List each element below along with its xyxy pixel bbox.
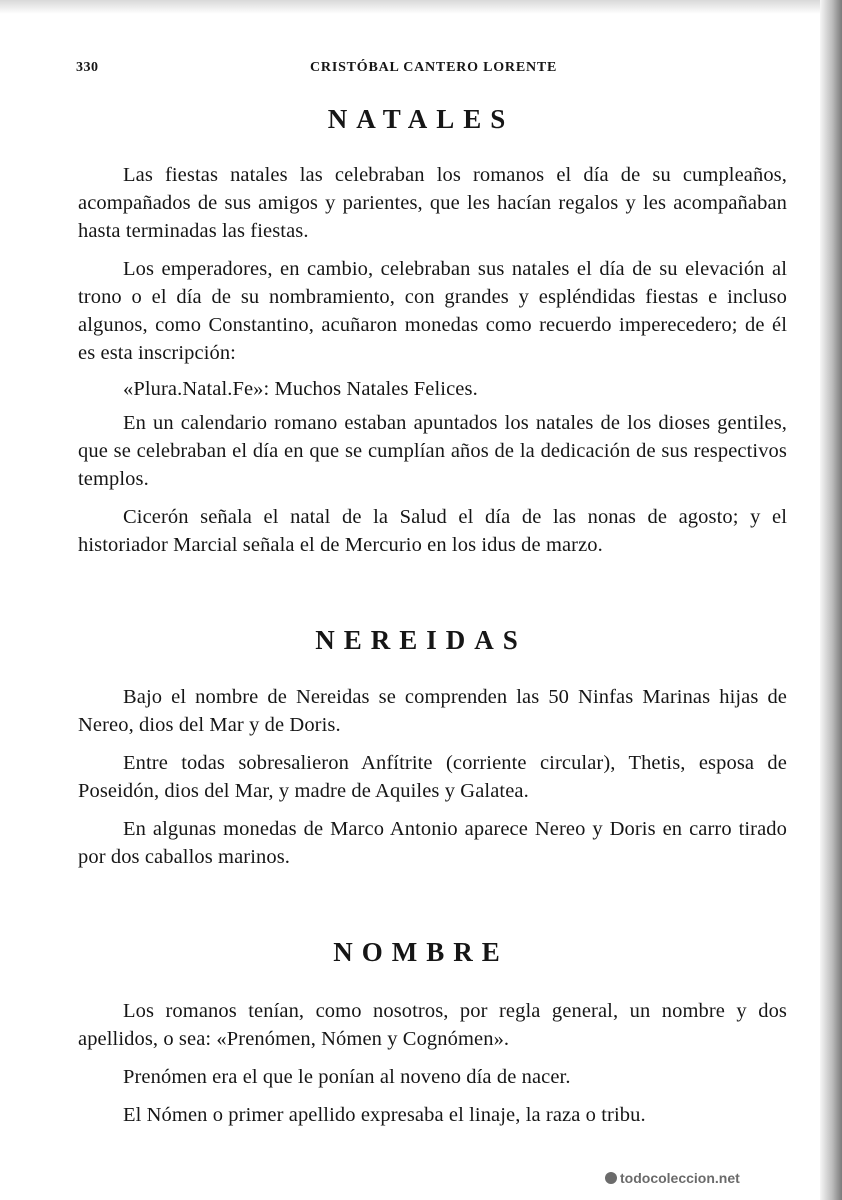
page-binding-shadow [820,0,842,1200]
section-title-nereidas: NEREIDAS [315,625,527,655]
page-number: 330 [76,60,99,75]
natales-paragraph-3: En un calendario romano estaban apuntados los natales de los dioses gentiles, que se celebraban el día en que se cumplían años de la dedicación de sus respectivos templos. [78,412,787,490]
page-top-edge [0,0,842,14]
nereidas-paragraph-3: En algunas monedas de Marco Antonio aparece Nereo y Doris en carro tirado por dos caballos marinos. [78,818,787,868]
watermark [605,1170,740,1186]
nombre-paragraph-2: Prenómen era el que le ponían al noveno día de nacer. [123,1066,571,1088]
natales-inscription: «Plura.Natal.Fe»: Muchos Natales Felices. [123,378,478,400]
natales-paragraph-2: Los emperadores, en cambio, celebraban sus natales el día de su elevación al trono o el día de su nombramiento, con grandes y espléndidas fiestas e incluso algunos, como Constantino, acuñaron monedas como recuerdo imperecedero; de él es esta inscripción: [78,258,787,364]
natales-paragraph-4: Cicerón señala el natal de la Salud el día de las nonas de agosto; y el historiador Marcial señala el de Mercurio en los idus de marzo. [78,506,787,556]
nereidas-paragraph-1: Bajo el nombre de Nereidas se comprenden las 50 Ninfas Marinas hijas de Nereo, dios del Mar y de Doris. [78,686,787,736]
running-author: CRISTÓBAL CANTERO LORENTE [310,60,558,75]
natales-paragraph-1: Las fiestas natales las celebraban los romanos el día de su cumpleaños, acompañados de sus amigos y parientes, que les hacían regalos y les acompañaban hasta terminadas las fiestas. [78,164,787,242]
section-title-natales: NATALES [327,104,515,134]
nereidas-paragraph-2: Entre todas sobresalieron Anfítrite (corriente circular), Thetis, esposa de Poseidón, dios del Mar, y madre de Aquiles y Galatea. [78,752,787,802]
section-title-nombre: NOMBRE [333,937,509,967]
nombre-paragraph-1: Los romanos tenían, como nosotros, por regla general, un nombre y dos apellidos, o sea: «Prenómen, Nómen y Cognómen». [78,1000,787,1050]
nombre-paragraph-3: El Nómen o primer apellido expresaba el linaje, la raza o tribu. [123,1104,646,1126]
watermark-text: todocoleccion.net [620,1170,740,1186]
watermark-logo-icon [605,1172,617,1184]
running-header [72,60,792,80]
